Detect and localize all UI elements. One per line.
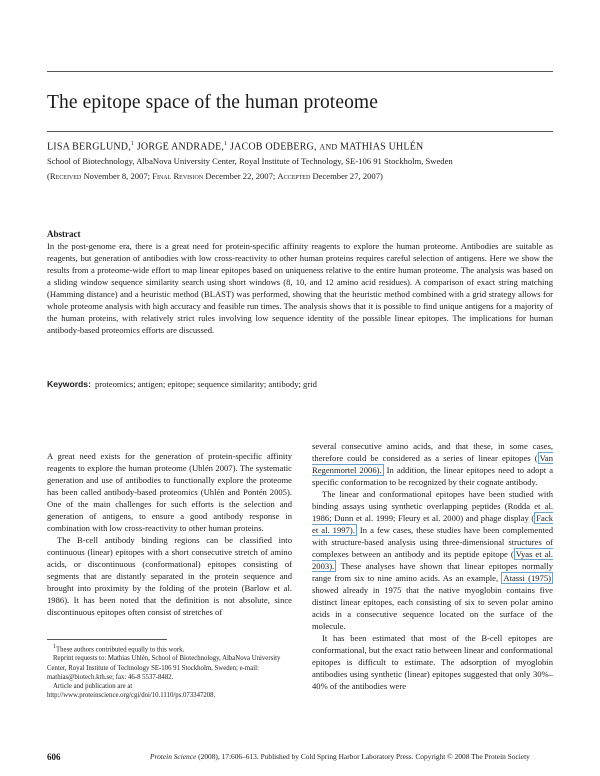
right-p2-text-d: showed already in 1975 that the native myoglobin contains five distinct linear epitopes, each consisting of six to seven polar amino acids in a consecutive sequence located on the surface of the molecule. <box>312 585 553 631</box>
right-p2-text-b: In a few cases, these studies have been complemented with structure-based analysis using three-dimensional structures of complexes between an antibody and its peptide epitope ( <box>312 525 553 559</box>
right-p1-text-a: several consecutive amino acids, and that these, in some cases, therefore could be considered as a series of linear epitopes ( <box>312 441 553 463</box>
keywords <box>47 379 317 389</box>
footnote-1 <box>47 643 292 654</box>
footnote-rule <box>47 639 167 640</box>
left-paragraph-2: The B-cell antibody binding regions can be classified into continuous (linear) epitopes with a short consecutive stretch of amino acids, or discontinuous (conformational) epitopes consisting of segments that are distantly separated in the protein sequence and brought into proximity by the folding of the protein (Barlow et al. 1986). It has been noted that the definition is not absolute, since discontinuous epitopes often consist of stretches of <box>47 535 292 617</box>
author-4: MATHIAS UHLÉN <box>340 141 424 153</box>
abstract-heading: Abstract <box>47 229 81 239</box>
right-column <box>312 440 553 692</box>
citation-link-fack[interactable]: Fack et al. 1997). <box>312 513 553 535</box>
footnote-3: Article and publication are at http://www.proteinscience.org/cgi/doi/10.1110/ps.073347208. <box>47 683 216 700</box>
page-number: 606 <box>47 752 61 762</box>
right-paragraph-2 <box>312 488 553 632</box>
author-1-sup: 1 <box>130 141 135 147</box>
received-date: November 8, 2007; <box>83 171 151 181</box>
right-paragraph-1 <box>312 440 553 488</box>
dates-line: (Received November 8, 2007; Final Revision December 22, 2007; Accepted December 27, 2007) <box>47 171 383 181</box>
author-3: JACOB ODEBERG, <box>229 141 317 153</box>
citation-link-atassi[interactable]: Atassi (1975) <box>503 573 552 583</box>
top-rule <box>47 71 553 72</box>
footnotes <box>47 643 292 700</box>
author-list <box>47 141 423 152</box>
right-p1-text-b: In addition, the linear epitopes need to adopt a specific conformation to be recognized by their cognate antibody. <box>312 465 554 487</box>
author-2-sup: 1 <box>224 141 228 147</box>
final-label: Final Revision <box>152 171 204 181</box>
left-column <box>47 450 292 618</box>
affiliation: School of Biotechnology, AlbaNova University Center, Royal Institute of Technology, SE-106 91 Stockholm, Sweden <box>47 156 453 166</box>
right-p2-text-c: These analyses have shown that linear epitopes normally range from six to nine amino acids. As an example, <box>312 561 553 583</box>
author-2: JORGE ANDRADE, <box>136 141 225 153</box>
final-date: December 22, 2007; <box>205 171 276 181</box>
citation-link-van-regenmortel[interactable]: Van Regenmortel 2006). <box>312 453 553 475</box>
right-paragraph-3: It has been estimated that most of the B-cell epitopes are conformational, but the exact ratio between linear and conformational epitopes is difficult to estimate. The adsorption of myoglobin antibodies using synthetic (linear) epitopes suggested that only 30%–40% of the antibodies were <box>312 633 553 691</box>
journal-name: Protein Science <box>150 752 197 761</box>
accepted-date: December 27, 2007 <box>312 171 381 181</box>
page-title: The epitope space of the human proteome <box>47 92 378 113</box>
received-label: Received <box>49 171 82 181</box>
right-p2-text-a: The linear and conformational epitopes have been studied with binding assays using synthetic overlapping peptides (Rodda et al. 1986; Dunn et al. 1999; Fleury et al. 2000) and phage display ( <box>312 489 553 523</box>
left-paragraph-1: A great need exists for the generation of protein-specific affinity reagents to explore the human proteome (Uhlén 2007). The systematic generation and use of antibodies to functionally explore the proteome has been called antibody-based proteomics (Uhlén and Pontén 2005). One of the main challenges for such efforts is the selection and generation of antigens, to ensure a good antibody response in combination with low cross-reactivity to other human proteins. <box>47 451 292 533</box>
journal-citation-line <box>150 752 530 761</box>
keywords-text: proteomics; antigen; epitope; sequence similarity; antibody; grid <box>94 379 317 389</box>
citation-link-vyas[interactable]: Vyas et al. 2003). <box>312 549 554 571</box>
keywords-label: Keywords: <box>47 379 91 389</box>
author-1: LISA BERGLUND, <box>47 141 131 153</box>
abstract-text: In the post-genome era, there is a great need for protein-specific affinity reagents to explore the human proteome. Antibodies are suitable as reagents, but generation of antibodies with low cross-reactivity to other human proteins requires careful selection of antigens. Here we show the results from a proteome-wide effort to map linear epitopes based on uniqueness relative to the entire human proteome. The analysis was based on a sliding window sequence similarity search using short windows (8, 10, and 12 amino acid residues). A comparison of exact string matching (Hamming distance) and a heuristic method (BLAST) was performed, showing that the heuristic method combined with a grid strategy allows for whole proteome analysis with high accuracy and feasible run times. The analysis shows that it is possible to find unique antigens for a majority of the human proteins, with relatively strict rules involving low sequence identity of the possible linear epitopes. The implications for human antibody-based proteomics efforts are discussed. <box>47 241 553 335</box>
accepted-label: Accepted <box>277 171 311 181</box>
author-and: AND <box>319 142 338 152</box>
footnote-1-text: These authors contributed equally to this work. <box>56 646 185 654</box>
footnote-2: Reprint requests to: Mathias Uhlén, School of Biotechnology, AlbaNova University Center, Royal Institute of Technology SE-106 91 Stockholm, Sweden; e-mail: mathias@biotech.kth.se; fax: 46-8 5537-8482. <box>47 655 281 681</box>
title-rule <box>47 131 553 132</box>
footnote-1-sup: 1 <box>53 644 56 650</box>
journal-citation: (2008), 17:606–613. Published by Cold Spring Harbor Laboratory Press. Copyright © 2008 The Protein Society <box>198 752 530 761</box>
